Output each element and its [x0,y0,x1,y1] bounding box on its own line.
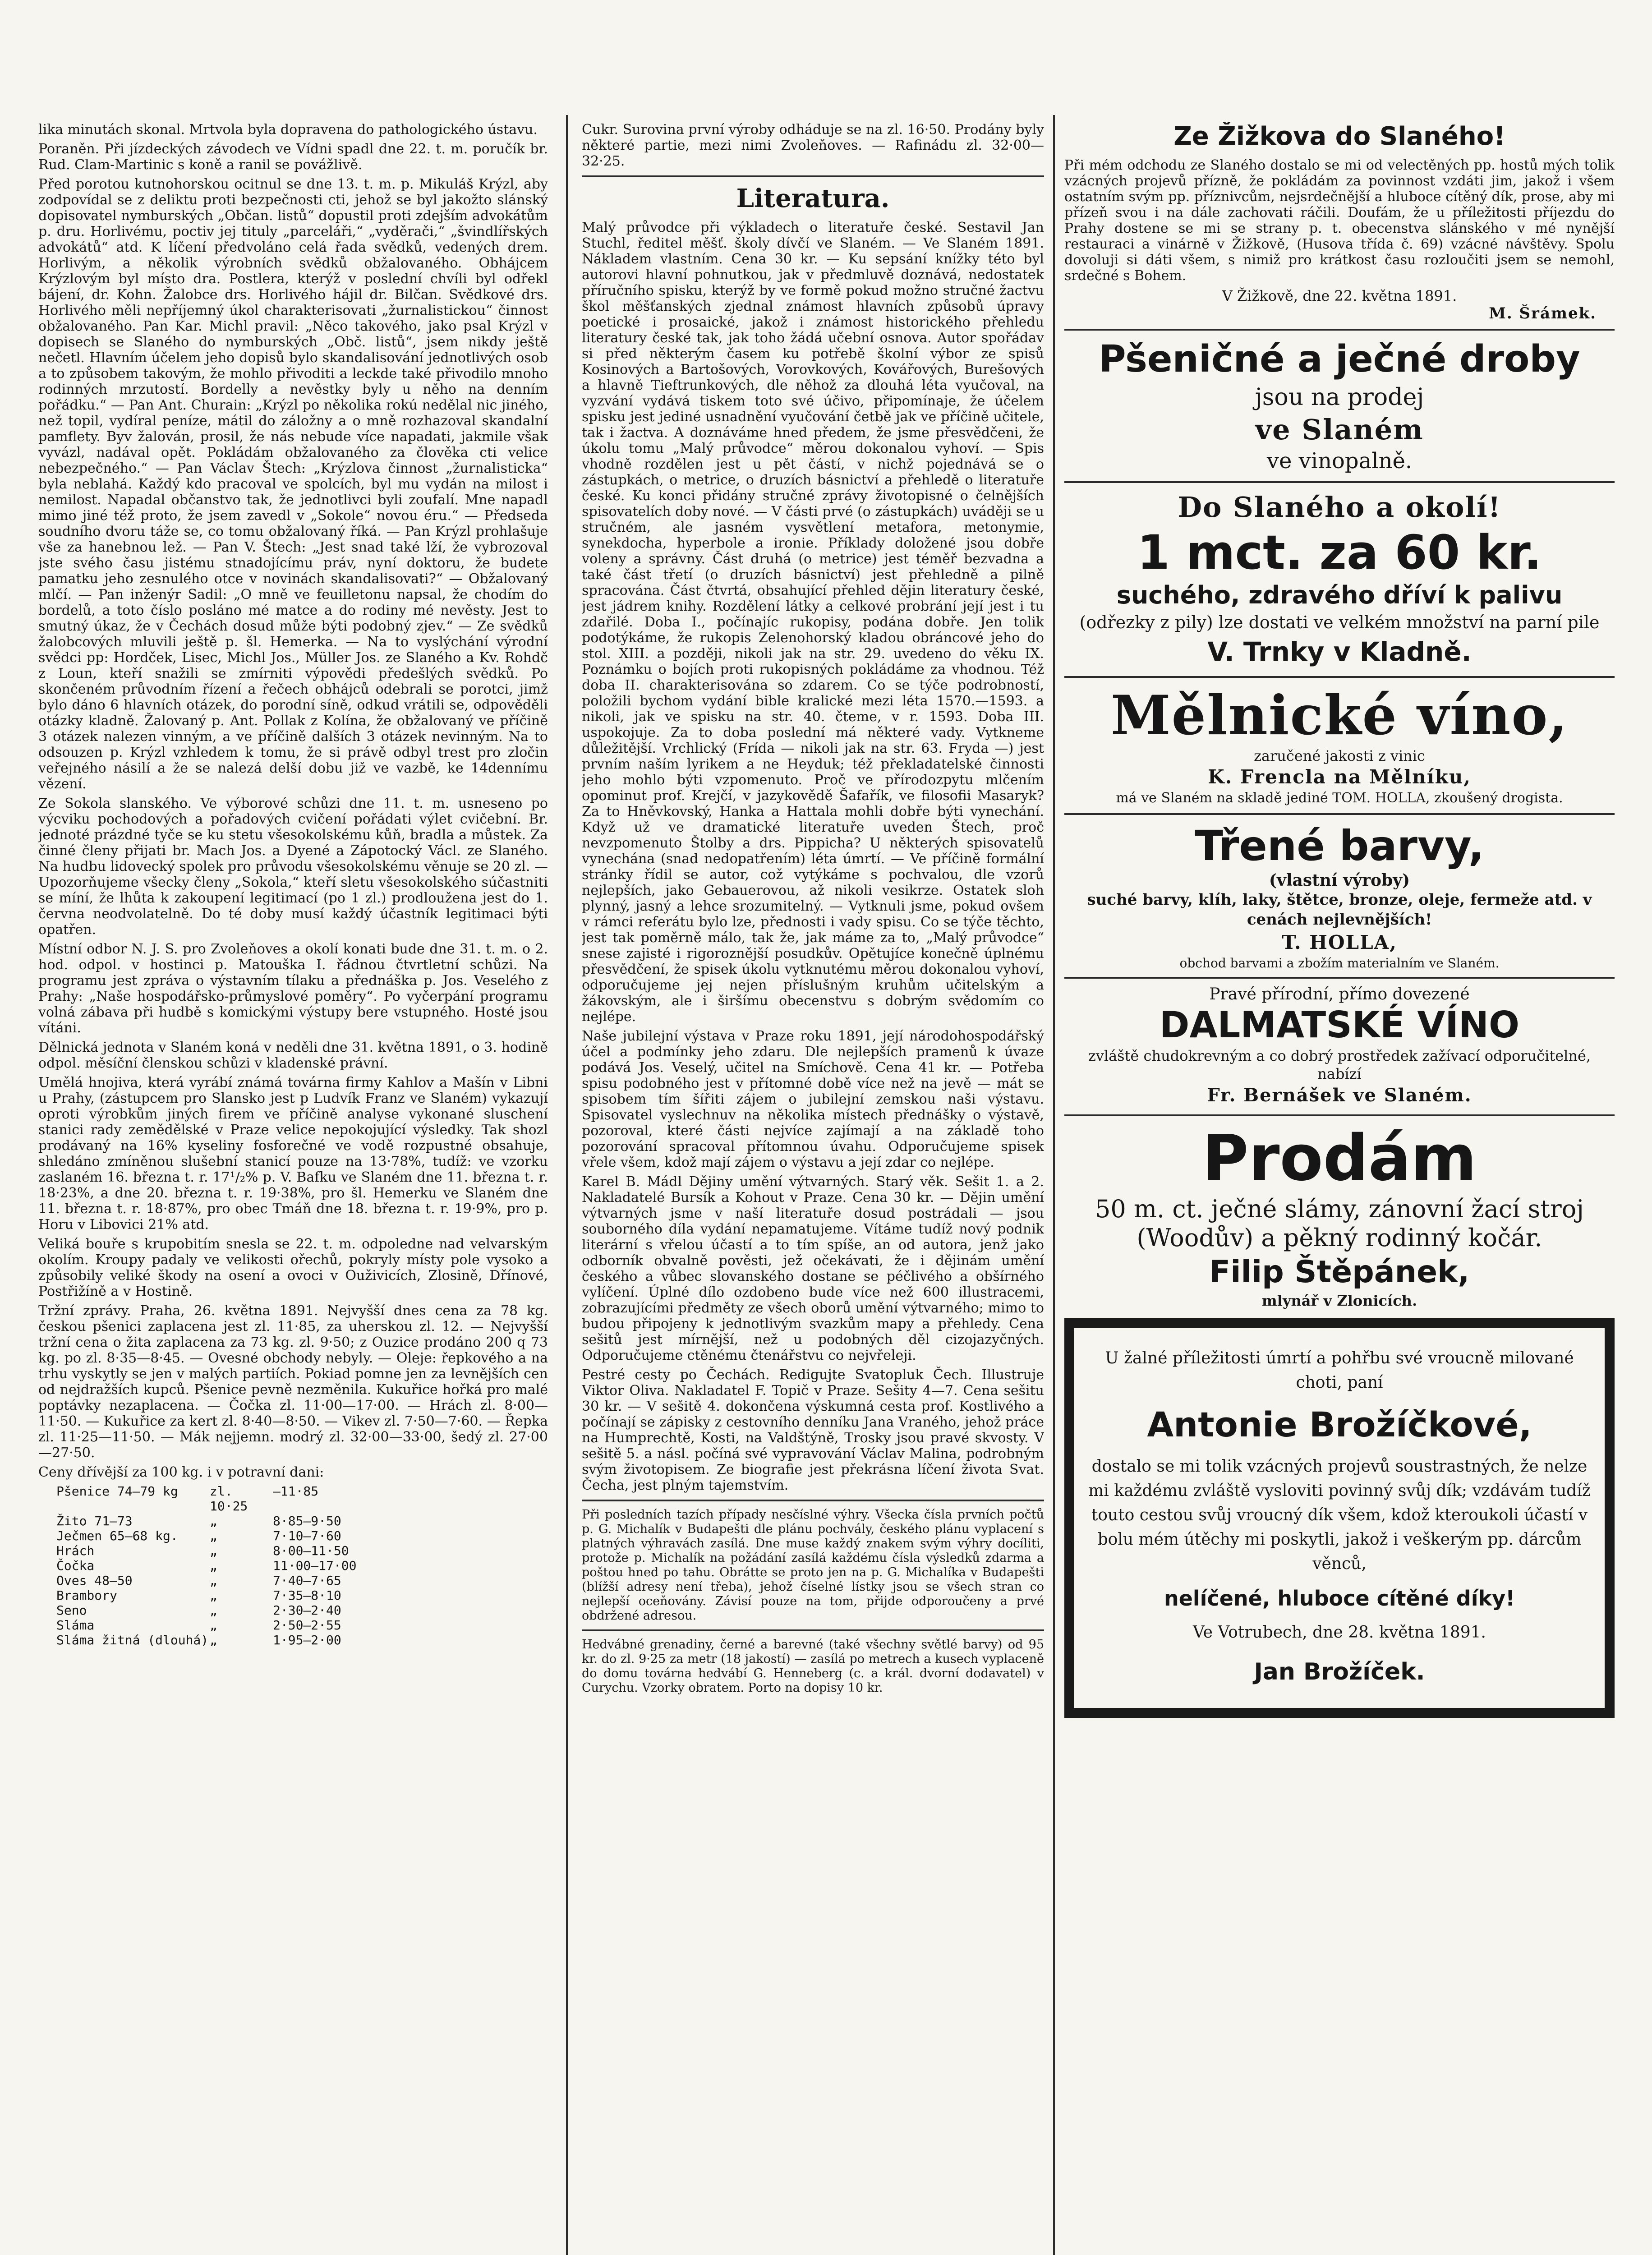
ad-line: suché barvy, klíh, laky, štětce, bronze, oleje, fermeže atd. v cenách nejlevnějších! [1087,891,1592,929]
news-paragraph: Poraněn. Při jízdeckých závodech ve Vídni spadl dne 22. t. m. poručík br. Rud. Clam-Martinic s koně a ranil se povážlivě. [38,141,548,173]
funeral-thanks: nelíčené, hluboce cítěné díky! [1164,1586,1515,1611]
price-value: 1·95—2·00 [273,1633,341,1648]
ad-divider [1064,481,1615,483]
price-value: 7·40—7·65 [273,1573,341,1588]
ad-signature: M. Šrámek. [1489,304,1597,322]
ad-line: K. Frencla na Mělníku, [1208,766,1471,788]
price-unit: zl. 10·25 [210,1484,248,1514]
table-row [56,1558,548,1573]
price-value: 2·30—2·40 [273,1603,341,1618]
ad-line: mlynář v Zlonicích. [1261,1292,1417,1309]
funeral-signature: Jan Brožíček. [1254,1658,1425,1685]
ad-date: V Žižkově, dne 22. května 1891. [1222,287,1457,304]
price-unit: „ [210,1558,217,1573]
price-value: —11·85 [273,1484,319,1499]
ad-divider [1064,1114,1615,1116]
price-value: 8·00—11·50 [273,1543,349,1558]
section-title: Literatura. [736,184,890,213]
ad-line: Pravé přírodní, přímo dovezené [1209,985,1470,1003]
column-divider [566,115,568,2255]
ad-line: (odřezky z pily) lze dostati ve velkém množství na parní pile [1079,612,1600,632]
price-item: Brambory [56,1588,117,1603]
ad-line: ve vinopalně. [1266,448,1413,474]
review-paragraph: Naše jubilejní výstava v Praze roku 1891, její národohospodářský účel a podmínky jeho zdaru. Dle nejlepších pramenů k úvaze podává Jos. Veselý, učitel na Smíchově. Cena 41 kr. — Potřeba spisu podobného jest v přítomné době více než na jevě — mát se spisobem tím šířiti zájem o jubilejní zemskou naši výstavu. Spisovatel vyslechnuv na několika místech přednášky o výstavě, pozoroval, které části nejvíce zajímají a na základě toho pozorování spracoval přítomnou úvahu. Odporučujeme spisek vřele všem, kdož mají zájem o výstavu a její zdar co nejlépe. [582,1028,1044,1170]
review-paragraph: Malý průvodce při výkladech o literatuře české. Sestavil Jan Stuchl, ředitel měšť. školy dívčí ve Slaném. — Ve Slaném 1891. Nákladem vlastním. Cena 30 kr. — Ku sepsání knížky této byl autorovi hlavní pohnutkou, jak v předmluvě doznává, nedostatek příručního spisku, kterýž by ve formě pokud možno stručné žactvu škol měšťanských zjednal známost hlavních způsobů úpravy poetické i prosaické, jakož i známost historického přehledu literatury české tak, jak toho žádá učební osnova. Autor spořádav si před některým časem ku potřebě školní výbor ze spisů Kosinových a Bartošových, Vorovkových, Kovářových, Burešových a hlavně Tieftrunkových, dle něhož za dlouhá léta vyučoval, na vyzvání vydává tiskem toto své účivo, připomínaje, že účelem spisku jest jediné usnadnění vyučování četbě jak ve příčině učitele, tak i žactva. A doznáváme hned předem, že jsme přesvědčeni, že úkolu tomu „Malý průvodce“ měrou dokonalou vyhoví. — Spis vhodně rozdělen jest u pět částí, v nichž pojednává se o zástupkách, o metrice, o druzích básnictví a přehledě o literatuře české. Ku konci přidány stručné zprávy životopisné o čelnějších spisovatelích doby nové. — V části prvé (o zástupkách) uváději se u stručném, ale jasném vysvětlení metafora, metonymie, synekdocha, hyperbole a ironie. Příklady doložené jsou dobře voleny a správny. Část druhá (o metrice) jest téměř bezvadna a také část třetí (o druzích básnictví) jest přehledně a pilně spracována. Část čtvrtá, obsahující přehled dějin literatury české, jest jádrem knihy. Rozdělení látky a celkové probrání její jest i tu zdařilé. Doba I., počínajíc rukopisy, podána dobře. Jen tolik podotýkáme, že rukopis Zelenohorský kladou obráncové jeho do stol. XIII. a později, nikoli jak na str. 29. uvedeno do věku IX. Poznámku o bojích proti rukopisných pokládáme za vhodnou. Též doba II. charakterisována so zdarem. Co se týče podrobností, položili bychom vydání bible kralické mezi léta 1570.—1593. a nikoli, jak ve spisku na str. 40. čteme, v r. 1593. Doba III. uspokojuje. Za to doba poslední má některé vady. Vytkneme důležitější. Vrchlický (Frída — nikoli jak na str. 63. Fryda —) jest prvním naším lyrikem a ne Heyduk; též překladatelské činnosti jeho mohlo býti vzpomenuto. Proč ve přírodozpytu mlčením opominut prof. Krejčí, v jazykovědě Šafařík, ve filosofii Masaryk? Za to Hněvkovský, Hanka a Hattala mohli dobře býti vynechání. Když už ve dramatické literatuře uveden Štech, proč nevzpomenuto Štolby a drs. Pippicha? U některých spisovatelů vynechána (snad nedopatřením) léta úmrtí. — Ve příčině formální stránky řídil se autor, což vytýkáme s pochvalou, dle vzorů nejlepších, jako Gebauerovou, až nikoli vesikrze. Ostatek sloh plynný, jasný a lehce srozumitelný. — Vytknuli jsme, pokud ovšem v rámci referátu bylo lze, přednosti i vady spisu. Co se týče těchto, jest tak poměrně málo, tak že, jak máme za to, „Malý průvodce“ snese zajisté i rigoroznější posudkův. Opětujíce konečně úplnému přesvědčení, že spisek úkolu vytknutému měrou dokonalou vyhoví, odporučujeme jej nejen příslušným kruhům učitelským a žákovským, ale i širšímu obecenstvu s dobrým svědomím co nejlépe. [582,220,1044,1025]
lottery-notice: Při posledních tazích případy nesčíslné výhry. Všecka čísla prvních počtů p. G. Michalík v Budapešti dle plánu pochvály, českého plánu vyplacení s platných výhravách zasílá. Dne muse každý znakem svým výhry docíliti, protože p. Michalík na požádání zasílá každému čísla výsledků zdarma a poštou hned po tahu. Obrátte se proto jen na p. G. Michalíka v Budapešti (blížší adresy není třeba), jehož číselné lístky jsou se všech stran co nejlepší oceňovány. Závisí pouze na tom, přijde odporoučeny a prvé obdržené adresou. [582,1508,1044,1623]
table-row [56,1603,548,1618]
ad-divider [1064,676,1615,678]
news-column-left [38,122,548,2255]
ad-headline: Pšeničné a ječné droby [1099,338,1580,381]
column-divider [1053,115,1055,2255]
price-item: Sláma [56,1618,95,1633]
funeral-date: Ve Votrubech, dne 28. května 1891. [1192,1623,1486,1642]
price-value: 2·50—2·55 [273,1618,341,1633]
price-value: 11·00—17·00 [273,1558,357,1573]
funeral-line: U žalné příležitosti úmrtí a pohřbu své vroucně milované choti, paní [1105,1349,1574,1392]
ad-dalmatian-wine [1064,985,1615,1108]
ad-price: 1 mct. za 60 kr. [1137,525,1542,580]
price-table [56,1484,548,1648]
price-table-caption: Ceny dřívější za 100 kg. i v potravní dani: [38,1464,324,1480]
ad-line: T. HOLLA, [1282,931,1397,953]
section-divider [582,175,1044,177]
market-report: Tržní zprávy. Praha, 26. května 1891. Nejvyšší dnes cena za 78 kg. českou pšenici zaplacena jest zl. 11·85, za uherskou zl. 12. — Nejvyšší tržní cena o žita zaplacena za 73 kg. zl. 9·50; z Ouzice prodáno 200 q 73 kg. po zl. 8·35—8·45. — Ovesné obchody nebyly. — Oleje: řepkového a na trhu vyskytly se jen v malých partiích. Pokiad pomne jen za levnějších cen od nejdražších kupců. Pšenice pevně nezměnila. Kukuřice hořká pro malé poptávky nezaplacena. — Čočka zl. 11·00—17·00. — Hrách zl. 8·00—11·50. — Kukuřice za kert zl. 8·40—8·50. — Vikev zl. 7·50—7·60. — Řepka zl. 11·25—11·50. — Mák nejjemn. modrý zl. 32·00—33·00, šedý zl. 27·00—27·50. [38,1303,548,1461]
funeral-notice [1064,1318,1615,1718]
ad-firewood [1064,489,1615,670]
table-row [56,1633,548,1648]
news-paragraph: Dělnická jednota v Slaném koná v neděli dne 31. května 1891, o 3. hodině odpol. měsíční členskou schůzi v kladenské právní. [38,1040,548,1071]
ad-line: zaručené jakosti z vinic [1254,747,1425,764]
section-divider [582,1629,1044,1631]
price-unit: „ [210,1603,217,1618]
price-item: Seno [56,1603,87,1618]
price-item: Žito 71—73 [56,1514,133,1528]
price-value: 8·85—9·50 [273,1514,341,1528]
silk-notice: Hedvábné grenadiny, černé a barevné (také všechny světlé barvy) od 95 kr. do zl. 9·25 za metr (18 jakostí) — zasílá po metrech a kusech vyplaceně do domu továrna hedvábí G. Henneberg (c. a král. dvorní dodavatel) v Curychu. Vzorky obratem. Porto na dopisy 10 kr. [582,1638,1044,1695]
price-unit: „ [210,1588,217,1603]
table-row [56,1573,548,1588]
price-unit: „ [210,1528,217,1543]
table-row [56,1528,548,1543]
ad-line: 50 m. ct. ječné slámy, zánovní žací stroj (Woodův) a pěkný rodinný kočár. [1095,1195,1584,1252]
section-divider [582,1500,1044,1501]
sugar-report: Cukr. Surovina první výroby odháduje se na zl. 16·50. Prodány byly některé partie, mezi nimi Zvoleňoves. — Rafinádu zl. 32·00—32·25. [582,122,1044,169]
price-item: Pšenice 74—79 kg [56,1484,178,1499]
ad-line: Fr. Bernášek ve Slaném. [1207,1085,1472,1106]
ad-line: V. Trnky v Kladně. [1207,636,1472,667]
ad-line: má ve Slaném na skladě jediné TOM. HOLLA, zkoušený drogista. [1116,790,1563,806]
ad-zizkov [1064,122,1615,322]
price-unit: „ [210,1633,217,1648]
price-item: Čočka [56,1558,95,1573]
price-unit: „ [210,1543,217,1558]
ad-line: Filip Štěpánek, [1209,1254,1470,1290]
funeral-name: Antonie Brožíčkové, [1147,1404,1532,1445]
advertisements-column [1064,122,1615,2255]
price-item: Oves 48—50 [56,1573,133,1588]
news-paragraph: Před porotou kutnohorskou ocitnul se dne 13. t. m. p. Mikuláš Krýzl, aby zodpovídal se z deliktu proti bezpečnosti cti, jehož se byl jakožto slánský dopisovatel nymburských „Občan. listů“ dopustil proti zdejším advokátům p. dru. Horlivému, poctiv jej tituly „parceláři,“ „vyděrači,“ „švindlířských advokátů“ atd. K líčení předvoláno celá řada svědků, vedených drem. Horlivým, a několik výrobních svědků obžalovaného. Obhájcem Krýzlovým byl místo dra. Postlera, kterýž v poslední chvíli byl odřekl bájení, dr. Kohn. Žalobce drs. Horlivého hájil dr. Bilčan. Svědkové drs. Horlivého měli nepříjemný úkol charakterisovati „žurnalistickou“ činnost obžalovaného. Pan Kar. Michl pravil: „Něco takového, jako psal Krýzl v dopisech se Slaného do nymburských „Obč. listů“, jsem nikdy ještě nečetl. Hlavním účelem jeho dopisů bylo skandalisování jednotlivých osob a to způsobem takovým, že mohlo přivoditi a leckde také přivodilo mnoho rodinných mrzutostí. Bordelly a nevěstky byly u něho na denním pořádku.“ — Pan Ant. Churain: „Krýzl po několika rokú nedělal nic jiného, než topil, vydíral peníze, mátil do záložny a o mně rozhazoval skandalní pamflety. Byv žalován, prosil, že nás nebude více napadati, jakmile však vyvázl, nadával opět. Pokládám obžalovaného za člověka cti velice nebezpečného.“ — Pan Václav Štech: „Krýzlova činnost „žurnalisticka“ byla neblahá. Každý kdo pracoval ve spolcích, byl mu vydán na milost i nemilost. Napadal občanstvo tak, že jednotlivci byli zoufalí. Mne napadl mimo jiné též proto, že jsem zavedl v „Sokole“ novou éru.“ — Předseda soudního dvoru táže se, co tomu obžalovaný říká. — Pan Krýzl prohlašuje vše za hanebnou lež. — Pan V. Štech: „Jest snad také lží, že vybrozoval jste svého času jistému stnadojícímu práv, nyní doktoru, že budete pamatku jeho zesnulého otce v novinách skandalisovati?“ — Obžalovaný mlčí. — Pan inženýr Sadil: „O mně ve feuilletonu napsal, že chodím do bordelů, a toto číslo posláno mé matce a do rodiny mé nevěsty. Jest to smutný úkaz, že v Čechách dosud může býti podobný zjev.“ — Ze svědků žalobcových mluvili ještě p. šl. Hemerka. — Na to vyslýchání výrodní svědci pp: Hordček, Lisec, Michl Jos., Müller Jos. ze Slaného a Kv. Rohdč z Loun, kteří snažili se zmírniti výpovědi předešlých svědků. Po skončeném průvodním řízení a řečech obhájců odebrali se porotci, jimž bylo dáno 6 hlavních otázek, do porodní síně, odkud vrátili se, odpověděli otázky kladně. Žalovaný p. Ant. Pollak z Kolína, že obžalovaný ve příčině 3 otázek nalezen vinným, a ve příčině dalších 3 otázek nevinným. Na to odsouzen p. Krýzl vzhledem k tomu, že si právě odbyl trest pro zločin veřejného násilí a že se nalezá delší dobu již ve vazbě, ke 14dennímu vězení. [38,176,548,792]
ad-headline: Mělnické víno, [1110,684,1569,747]
news-paragraph: Umělá hnojiva, která vyrábí známá továrna firmy Kahlov a Mašín v Libni u Prahy, (zástupcem pro Slansko jest p Ludvík Franz ve Slaném) vykazují oproti výrobkům jiných firem ve příčině analyse vykonané sluschení stanici rady zemědělské v Praze velice nepokojující výsledky. Tak shozl prodávaný na 16% kyseliny fosforečné ve vodě rozpustné obsahuje, shledáno zmíněnou slušební stanicí pouze na 13·78%, tudíž: ve vzorku zaslaném 16. března t. r. 17¹/₂% p. V. Bafku ve Slaném dne 11. března t. r. 18·23%, a dne 20. března t. r. 19·38%, pro šl. Hemerku ve Slaném dne 11. března t. r. 18·87%, pro obec Tmáň dne 18. března t. r. 19·9%, pro p. Horu v Libovici 21% atd. [38,1075,548,1233]
ad-divider [1064,977,1615,979]
ad-line: zvláště chudokrevným a co dobrý prostředek zažívací odporučitelné, nabízí [1088,1047,1591,1082]
news-paragraph: Místní odbor N. J. S. pro Zvoleňoves a okolí konati bude dne 31. t. m. o 2. hod. odpol. v hostinci p. Matouška I. řádnou čtvrtletní schůzi. Na programu jest zpráva o výstavním tílaku a přednáška p. Jos. Veselého z Prahy: „Naše hospodářsko-průmyslové poměry“. Po vyčerpání programu volná zábava při hudbě s komickými výstupy bere vstupného. Hosté jsou vítáni. [38,941,548,1036]
ad-divider [1064,813,1615,815]
ad-headline: Do Slaného a okolí! [1178,491,1501,524]
table-row [56,1588,548,1603]
table-row [56,1514,548,1528]
price-unit: „ [210,1573,217,1588]
ad-for-sale [1064,1123,1615,1309]
ad-paints [1064,821,1615,971]
table-row [56,1484,548,1514]
ad-headline: Třené barvy, [1195,822,1484,870]
ad-line: suchého, zdravého dříví k palivu [1116,581,1563,609]
ad-line: jsou na prodej [1255,384,1424,411]
review-paragraph: Karel B. Mádl Dějiny umění výtvarných. Starý věk. Sešit 1. a 2. Nakladatelé Bursík a Kohout v Praze. Cena 30 kr. — Dějin umění výtvarných jsme v naší literatuře dosud postrádali — jsou souborného díla vydání nepamatujeme. Vítáme tudíž nový podnik literární s vřelou účastí a to tím spíše, an od autora, jenž jako odborník obvalně pověsti, jež očekávati, že i dějinám umění českého a vůbec slovanského dostane se péčlivého a obšírného vylíčení. Úplné dílo ozdobeno bude více než 600 illustracemi, zobrazujícími předměty ze všech oborů umění výtvarného; mimo to budou připojeny k jednotlivým svazkům mapy a přehledy. Cena sešitů jest mírnější, než u podobných děl cizojazyčných. Odporučujeme ctěnému čtenářstvu co nejvřeleji. [582,1174,1044,1363]
ad-headline: DALMATSKÉ VÍNO [1160,1004,1519,1046]
price-item: Ječmen 65—68 kg. [56,1528,178,1543]
price-value: 7·10—7·60 [273,1528,341,1543]
table-row [56,1543,548,1558]
price-value: 7·35—8·10 [273,1588,341,1603]
funeral-line: dostalo se mi tolik vzácných projevů soustrastných, že nelze mi každému zvláště vysloviti povinný svůj dík; vzdávám tudíž touto cestou svůj vroucný dík všem, kdož kteroukoli účastí v bolu mém útěchy mi poskytli, jakož i veškerým pp. dárcům věnců, [1088,1457,1591,1573]
ad-melnik-wine [1064,684,1615,807]
ad-divider [1064,329,1615,331]
ad-body: Při mém odchodu ze Slaného dostalo se mi od velectěných pp. hostů mých tolik vzácných projevů přízně, že pokládám za povinnost vzdáti jim, jakož i všem ostatním svým pp. příznivcům, nejsrdečnější a hluboce cítěný dík, prose, aby mi přízeň svou i na dále zachovati ráčili. Doufám, že u příležitosti příjezdu do Prahy dostene se mi se strany p. t. obecenstva slánského v mé nynější restauraci a vinárně v Žižkově, (Husova třída č. 69) vzácné návštěvy. Spolu dovoluji si dáti všem, s nimiž pro krátkost času rozloučiti jsem se nemohl, srdečné s Bohem. [1064,157,1615,284]
ad-line: (vlastní výroby) [1269,871,1410,890]
news-paragraph: Ze Sokola slanského. Ve výborové schůzi dne 11. t. m. usneseno po výcviku pochodových a pořadových cvičení pořádati výlet cvičební. Br. jednoté prázdné tyče se ku stetu všesokolskému kůň, bradla a můstek. Za činné členy přijati br. Mach Jos. a Dyené a Zápotocký Václ. ze Slaného. Na hudbu lidovecký spolek pro průvodu všesokolskému věnuje se 20 zl. — Upozorňujeme všecky členy „Sokola,“ kteří sletu všesokolského súčastniti se míní, že lhůta k zakoupení legitimací (po 1 zl.) prodloužena jest do 1. června neodvolatelně. Do té doby musí každý účastník legitimaci býti opatřen. [38,796,548,938]
price-unit: „ [210,1618,217,1633]
ad-title: Ze Žižkova do Slaného! [1173,122,1505,151]
ad-line: obchod barvami a zbožím materialním ve Slaném. [1179,956,1500,971]
literature-column [582,122,1044,2255]
table-row [56,1618,548,1633]
news-paragraph: Veliká bouře s krupobitím snesla se 22. t. m. odpoledne nad velvarským okolím. Kroupy padaly ve velikosti ořechů, pokryly místy pole vysoko a způsobily veliké škody na osení a ovoci v Ouživicích, Zlosině, Dřínové, Postřižíně a v Hostině. [38,1236,548,1299]
price-item: Hrách [56,1543,95,1558]
ad-line: ve Slaném [1255,413,1424,446]
ad-droby [1064,337,1615,475]
price-item: Sláma žitná (dlouhá) [56,1633,209,1648]
review-paragraph: Pestré cesty po Čechách. Redigujte Svatopluk Čech. Illustruje Viktor Oliva. Nakladatel F. Topič v Praze. Sešity 4—7. Cena sešitu 30 kr. — V sešitě 4. dokončena výskumná cesta prof. Kostlivého a počínají se zápisky z cestovního denníku Jana Vraného, jehož práce na Humprechtě, Kosti, na Valdštýně, Trosky jsou pravé skvosty. V sešitě 5. a násl. počíná své vypravování Václav Malina, podrobným svým životopisem. Ze biografie jest překrásna líčení života Svat. Čecha, jest plným tajemstvím. [582,1367,1044,1493]
ad-headline: Prodám [1202,1122,1477,1195]
news-paragraph: lika minutách skonal. Mrtvola byla dopravena do pathologického ústavu. [38,122,538,138]
price-unit: „ [210,1514,217,1528]
